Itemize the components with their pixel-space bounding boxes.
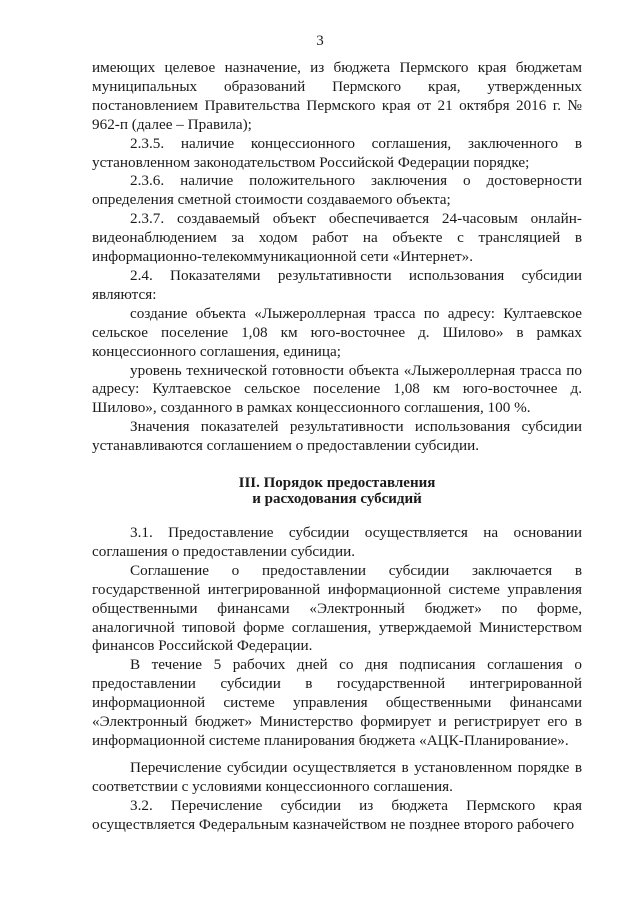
section-heading: [92, 476, 582, 507]
paragraph-3-1: 3.1. Предоставление субсидии осуществляется на основании соглашения о предоставлении субсидии.: [92, 524, 582, 560]
paragraph-2-4-indicator-2: уровень технической готовности объекта «Лыжероллерная трасса по адресу: Култаевское сельское поселение 1,08 км юго-восточнее д. Шилово», созданного в рамках концессионного соглашения, 100 %.: [92, 361, 582, 417]
paragraph-2-3-5: 2.3.5. наличие концессионного соглашения, заключенного в установленном законодательством Российской Федерации порядке;: [92, 134, 582, 171]
paragraph-continuation: имеющих целевое назначение, из бюджета Пермского края бюджетам муниципальных образований Пермского края, утвержденных постановлением Правительства Пермского края от 21 октября 2016 г. № 962-п (далее – Правила);: [92, 59, 582, 133]
section-heading-line-2: и расходования субсидий: [252, 490, 422, 507]
paragraph-2-3-6: 2.3.6. наличие положительного заключения о достоверности определения сметной стоимости создаваемого объекта;: [92, 172, 582, 209]
paragraph-2-4: 2.4. Показателями результативности использования субсидии являются:: [92, 266, 582, 303]
paragraph-3-1-agreement: Соглашение о предоставлении субсидии заключается в государственной интегрированной информационной системе управления общественными финансами «Электронный бюджет» по форме, аналогичной типовой форме соглашения, утверждаемой Министерством финансов Российской Федерации.: [92, 561, 582, 655]
paragraph-2-3-7: 2.3.7. создаваемый объект обеспечивается 24-часовым онлайн-видеонаблюдением за ходом работ на объекте с трансляцией в информационно-телекоммуникационной сети «Интернет».: [92, 210, 582, 266]
paragraph-3-1-transfer: Перечисление субсидии осуществляется в установленном порядке в соответствии с условиями концессионного соглашения.: [92, 758, 582, 795]
paragraph-3-2: 3.2. Перечисление субсидии из бюджета Пермского края осуществляется Федеральным казначейством не позднее второго рабочего: [92, 796, 582, 833]
paragraph-2-4-values: Значения показателей результативности использования субсидии устанавливаются соглашением о предоставлении субсидии.: [92, 418, 582, 455]
paragraph-2-4-indicator-1: создание объекта «Лыжероллерная трасса по адресу: Култаевское сельское поселение 1,08 км юго-восточнее д. Шилово» в рамках концессионного соглашения, единица;: [92, 304, 582, 360]
paragraph-3-1-registration: В течение 5 рабочих дней со дня подписания соглашения о предоставлении субсидии в государственной интегрированной информационной системе управления общественными финансами «Электронный бюджет» Министерство формирует и регистрирует его в информационной системе планирования бюджета «АЦК-Планирование».: [92, 656, 582, 749]
page-number: 3: [316, 33, 324, 49]
section-heading-line-1: III. Порядок предоставления: [238, 475, 436, 492]
document-body: [92, 59, 582, 835]
